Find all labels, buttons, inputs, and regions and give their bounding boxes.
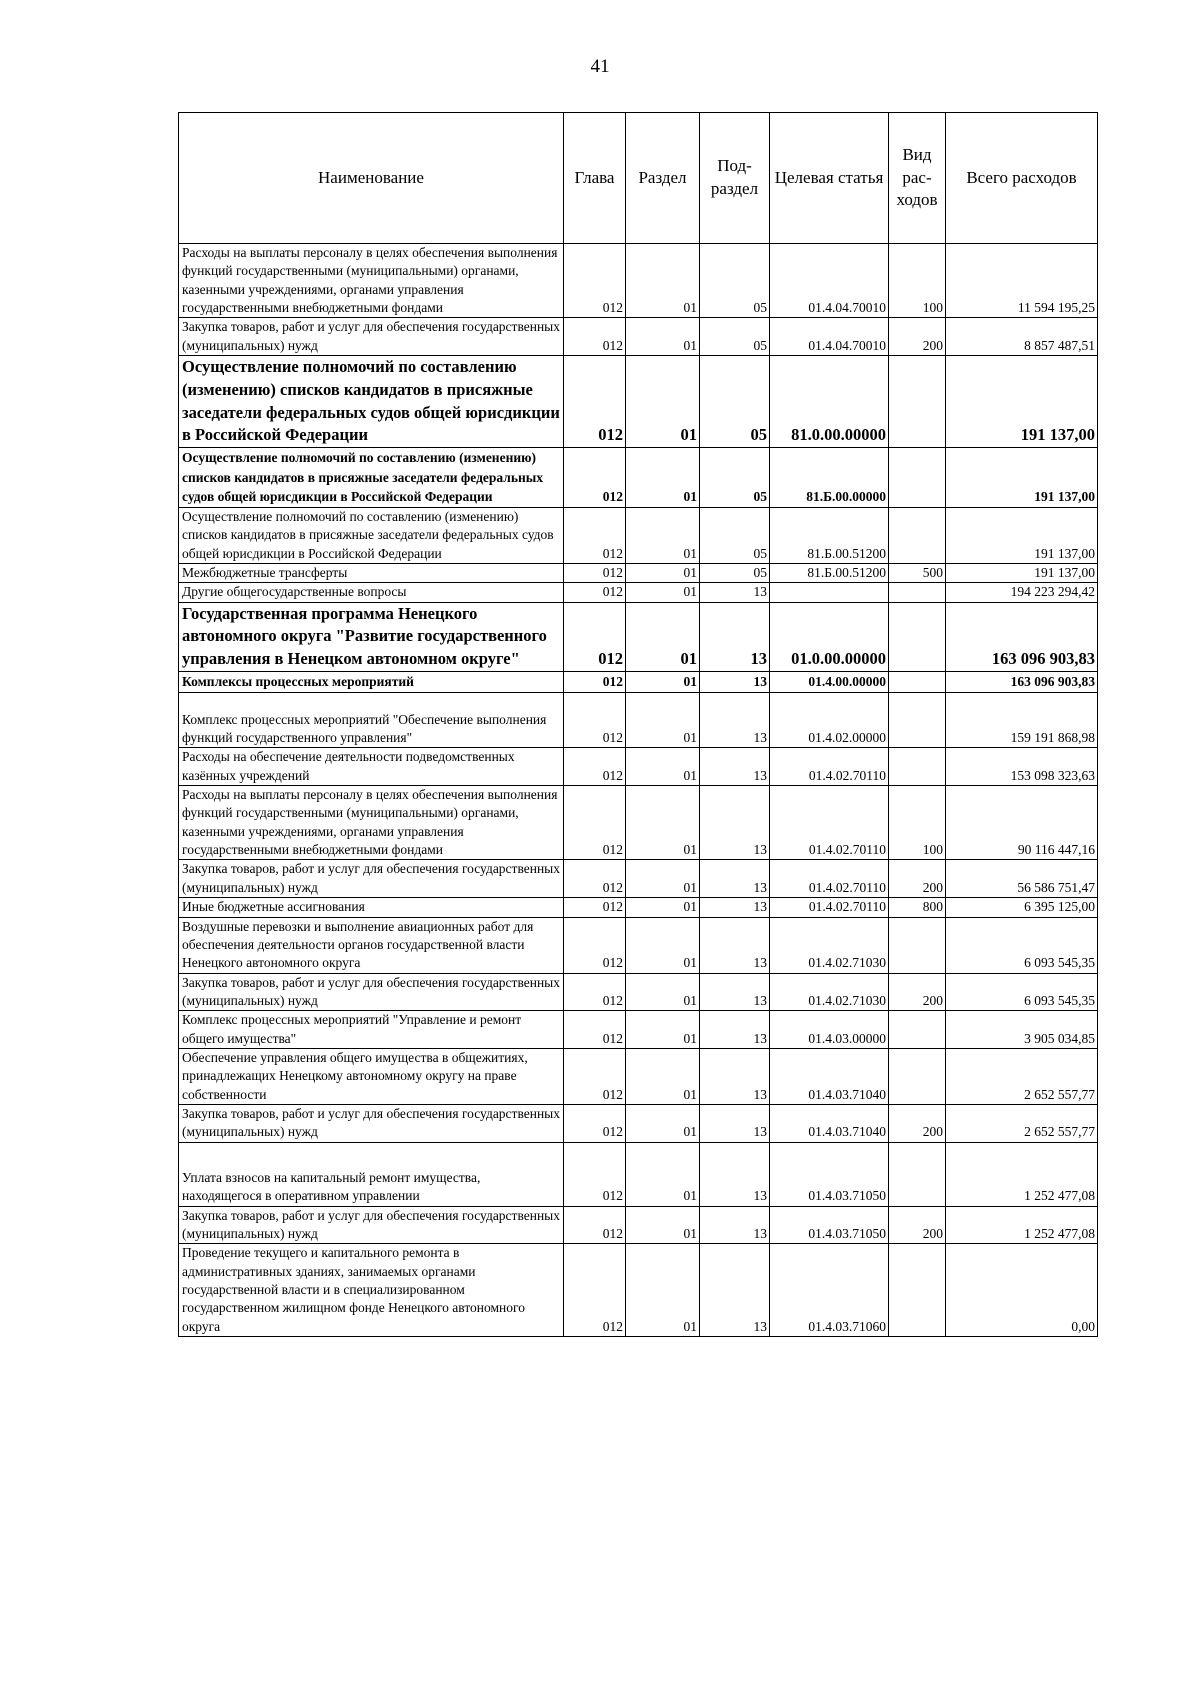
- cell-razdel: 01: [626, 448, 700, 508]
- cell-glava: 012: [564, 1049, 626, 1105]
- cell-tselevaya: 01.4.03.71040: [770, 1105, 889, 1143]
- cell-glava: 012: [564, 748, 626, 786]
- cell-total: 6 395 125,00: [946, 898, 1098, 917]
- cell-glava: 012: [564, 602, 626, 671]
- spacer: [182, 693, 561, 711]
- cell-podrazdel: 13: [700, 583, 770, 602]
- cell-razdel: 01: [626, 692, 700, 748]
- cell-glava: 012: [564, 507, 626, 563]
- cell-podrazdel: 13: [700, 973, 770, 1011]
- header-total: Всего расходов: [946, 113, 1098, 244]
- cell-glava: 012: [564, 786, 626, 860]
- cell-tselevaya: 01.4.02.00000: [770, 692, 889, 748]
- header-vid: Вид рас-ходов: [889, 113, 946, 244]
- cell-tselevaya: 01.4.04.70010: [770, 318, 889, 356]
- cell-vid: [889, 692, 946, 748]
- cell-tselevaya: 01.4.03.71050: [770, 1142, 889, 1206]
- cell-name: Закупка товаров, работ и услуг для обеспечения государственных (муниципальных) нужд: [179, 1105, 564, 1143]
- cell-vid: 200: [889, 973, 946, 1011]
- cell-podrazdel: 13: [700, 1011, 770, 1049]
- cell-vid: [889, 748, 946, 786]
- cell-glava: 012: [564, 1142, 626, 1206]
- cell-vid: 200: [889, 1105, 946, 1143]
- cell-name: [179, 692, 564, 748]
- cell-razdel: 01: [626, 672, 700, 693]
- cell-glava: 012: [564, 917, 626, 973]
- cell-name: Другие общегосударственные вопросы: [179, 583, 564, 602]
- cell-podrazdel: 13: [700, 917, 770, 973]
- budget-table: [178, 112, 1098, 1337]
- cell-total: 0,00: [946, 1244, 1098, 1337]
- table-row: [179, 563, 1098, 582]
- cell-glava: 012: [564, 448, 626, 508]
- cell-glava: 012: [564, 692, 626, 748]
- cell-podrazdel: 13: [700, 786, 770, 860]
- table-row: [179, 860, 1098, 898]
- cell-total: 6 093 545,35: [946, 917, 1098, 973]
- cell-name: Закупка товаров, работ и услуг для обеспечения государственных (муниципальных) нужд: [179, 1206, 564, 1244]
- cell-total: 2 652 557,77: [946, 1049, 1098, 1105]
- cell-razdel: 01: [626, 1011, 700, 1049]
- cell-podrazdel: 13: [700, 1142, 770, 1206]
- cell-name: [179, 1142, 564, 1206]
- cell-tselevaya: 81.0.00.00000: [770, 356, 889, 448]
- cell-tselevaya: 01.4.04.70010: [770, 244, 889, 318]
- header-tselevaya: Целевая статья: [770, 113, 889, 244]
- cell-razdel: 01: [626, 1105, 700, 1143]
- cell-name: Межбюджетные трансферты: [179, 563, 564, 582]
- cell-glava: 012: [564, 318, 626, 356]
- cell-vid: 500: [889, 563, 946, 582]
- cell-total: 163 096 903,83: [946, 602, 1098, 671]
- cell-glava: 012: [564, 356, 626, 448]
- cell-total: 6 093 545,35: [946, 973, 1098, 1011]
- cell-glava: 012: [564, 973, 626, 1011]
- header-razdel: Раздел: [626, 113, 700, 244]
- cell-tselevaya: 01.4.02.70110: [770, 860, 889, 898]
- cell-podrazdel: 13: [700, 672, 770, 693]
- cell-podrazdel: 13: [700, 1206, 770, 1244]
- cell-name: Осуществление полномочий по составлению (изменению) списков кандидатов в присяжные заседатели федеральных судов общей юрисдикции в Российской Федерации: [179, 507, 564, 563]
- table-row: [179, 1049, 1098, 1105]
- cell-vid: [889, 1244, 946, 1337]
- cell-tselevaya: 01.4.02.70110: [770, 748, 889, 786]
- cell-glava: 012: [564, 1206, 626, 1244]
- cell-razdel: 01: [626, 973, 700, 1011]
- cell-podrazdel: 13: [700, 1105, 770, 1143]
- cell-name: Закупка товаров, работ и услуг для обеспечения государственных (муниципальных) нужд: [179, 860, 564, 898]
- cell-vid: [889, 917, 946, 973]
- cell-razdel: 01: [626, 1244, 700, 1337]
- cell-razdel: 01: [626, 507, 700, 563]
- cell-name: Обеспечение управления общего имущества в общежитиях, принадлежащих Ненецкому автономному округу на праве собственности: [179, 1049, 564, 1105]
- table-row: [179, 1142, 1098, 1206]
- cell-total: 56 586 751,47: [946, 860, 1098, 898]
- cell-vid: [889, 448, 946, 508]
- cell-glava: 012: [564, 244, 626, 318]
- table-header-row: [179, 113, 1098, 244]
- cell-razdel: 01: [626, 748, 700, 786]
- cell-razdel: 01: [626, 1206, 700, 1244]
- table-row: [179, 917, 1098, 973]
- table-row-bold: [179, 356, 1098, 448]
- cell-razdel: 01: [626, 898, 700, 917]
- cell-total: 1 252 477,08: [946, 1142, 1098, 1206]
- cell-razdel: 01: [626, 1142, 700, 1206]
- cell-razdel: 01: [626, 786, 700, 860]
- cell-name: Закупка товаров, работ и услуг для обеспечения государственных (муниципальных) нужд: [179, 318, 564, 356]
- cell-podrazdel: 13: [700, 898, 770, 917]
- cell-razdel: 01: [626, 563, 700, 582]
- cell-vid: 800: [889, 898, 946, 917]
- cell-glava: 012: [564, 672, 626, 693]
- cell-tselevaya: 01.4.03.71050: [770, 1206, 889, 1244]
- cell-total: 153 098 323,63: [946, 748, 1098, 786]
- cell-tselevaya: 01.4.03.71040: [770, 1049, 889, 1105]
- cell-tselevaya: 01.4.03.71060: [770, 1244, 889, 1337]
- cell-razdel: 01: [626, 318, 700, 356]
- cell-glava: 012: [564, 1011, 626, 1049]
- cell-podrazdel: 05: [700, 356, 770, 448]
- header-podrazdel: Под-раздел: [700, 113, 770, 244]
- cell-razdel: 01: [626, 356, 700, 448]
- table-row: [179, 583, 1098, 602]
- cell-vid: [889, 1142, 946, 1206]
- table-row: [179, 692, 1098, 748]
- cell-glava: 012: [564, 860, 626, 898]
- cell-name: Государственная программа Ненецкого автономного округа "Развитие государственного управления в Ненецком автономном округе": [179, 602, 564, 671]
- cell-vid: 100: [889, 786, 946, 860]
- cell-podrazdel: 13: [700, 1049, 770, 1105]
- cell-glava: 012: [564, 563, 626, 582]
- cell-name-text: Комплекс процессных мероприятий "Обеспечение выполнения функций государственного управления": [182, 711, 547, 745]
- table-row: [179, 898, 1098, 917]
- cell-tselevaya: 01.4.02.71030: [770, 973, 889, 1011]
- table-row: [179, 1011, 1098, 1049]
- table-row: [179, 318, 1098, 356]
- cell-total: 159 191 868,98: [946, 692, 1098, 748]
- table-row-bold: [179, 672, 1098, 693]
- cell-glava: 012: [564, 1105, 626, 1143]
- cell-tselevaya: 01.0.00.00000: [770, 602, 889, 671]
- cell-vid: 200: [889, 860, 946, 898]
- cell-vid: [889, 602, 946, 671]
- cell-tselevaya: 81.Б.00.00000: [770, 448, 889, 508]
- header-glava: Глава: [564, 113, 626, 244]
- cell-vid: [889, 1011, 946, 1049]
- cell-total: 2 652 557,77: [946, 1105, 1098, 1143]
- cell-total: 191 137,00: [946, 507, 1098, 563]
- cell-total: 1 252 477,08: [946, 1206, 1098, 1244]
- cell-razdel: 01: [626, 602, 700, 671]
- cell-razdel: 01: [626, 1049, 700, 1105]
- cell-name: Проведение текущего и капитального ремонта в административных зданиях, занимаемых органами государственной власти и в специализированном государственном жилищном фонде Ненецкого автономного округа: [179, 1244, 564, 1337]
- cell-name: Комплексы процессных мероприятий: [179, 672, 564, 693]
- cell-podrazdel: 05: [700, 244, 770, 318]
- page-number: 41: [590, 56, 610, 77]
- cell-name: Расходы на выплаты персоналу в целях обеспечения выполнения функций государственными (муниципальными) органами, казенными учреждениями, органами управления государственными внебюджетными фондами: [179, 244, 564, 318]
- table-row: [179, 1105, 1098, 1143]
- cell-podrazdel: 05: [700, 563, 770, 582]
- cell-total: 163 096 903,83: [946, 672, 1098, 693]
- cell-vid: [889, 672, 946, 693]
- cell-razdel: 01: [626, 583, 700, 602]
- header-name: Наименование: [179, 113, 564, 244]
- cell-name: Расходы на выплаты персоналу в целях обеспечения выполнения функций государственными (муниципальными) органами, казенными учреждениями, органами управления государственными внебюджетными фондами: [179, 786, 564, 860]
- table-row-bold: [179, 448, 1098, 508]
- cell-total: 191 137,00: [946, 356, 1098, 448]
- cell-total: 8 857 487,51: [946, 318, 1098, 356]
- cell-vid: 200: [889, 1206, 946, 1244]
- cell-name: Комплекс процессных мероприятий "Управление и ремонт общего имущества": [179, 1011, 564, 1049]
- cell-tselevaya: 01.4.00.00000: [770, 672, 889, 693]
- cell-podrazdel: 05: [700, 318, 770, 356]
- cell-podrazdel: 13: [700, 692, 770, 748]
- cell-podrazdel: 13: [700, 748, 770, 786]
- cell-total: 191 137,00: [946, 563, 1098, 582]
- cell-podrazdel: 13: [700, 602, 770, 671]
- table-row-bold: [179, 602, 1098, 671]
- cell-podrazdel: 05: [700, 448, 770, 508]
- cell-name: Осуществление полномочий по составлению (изменению) списков кандидатов в присяжные заседатели федеральных судов общей юрисдикции в Российской Федерации: [179, 356, 564, 448]
- cell-tselevaya: 01.4.02.70110: [770, 898, 889, 917]
- table-row: [179, 507, 1098, 563]
- table-row: [179, 1206, 1098, 1244]
- cell-vid: [889, 356, 946, 448]
- cell-tselevaya: [770, 583, 889, 602]
- cell-tselevaya: 81.Б.00.51200: [770, 563, 889, 582]
- cell-glava: 012: [564, 583, 626, 602]
- cell-name: Закупка товаров, работ и услуг для обеспечения государственных (муниципальных) нужд: [179, 973, 564, 1011]
- table-row: [179, 244, 1098, 318]
- cell-name: Воздушные перевозки и выполнение авиационных работ для обеспечения деятельности органов государственной власти Ненецкого автономного округа: [179, 917, 564, 973]
- table-row: [179, 748, 1098, 786]
- cell-podrazdel: 13: [700, 860, 770, 898]
- cell-podrazdel: 13: [700, 1244, 770, 1337]
- cell-vid: [889, 507, 946, 563]
- cell-vid: 100: [889, 244, 946, 318]
- cell-razdel: 01: [626, 917, 700, 973]
- cell-vid: [889, 583, 946, 602]
- cell-name: Иные бюджетные ассигнования: [179, 898, 564, 917]
- cell-name-text: Уплата взносов на капитальный ремонт имущества, находящегося в оперативном управлении: [182, 1169, 481, 1204]
- cell-total: 11 594 195,25: [946, 244, 1098, 318]
- cell-total: 194 223 294,42: [946, 583, 1098, 602]
- cell-vid: 200: [889, 318, 946, 356]
- cell-name: Расходы на обеспечение деятельности подведомственных казённых учреждений: [179, 748, 564, 786]
- cell-vid: [889, 1049, 946, 1105]
- cell-tselevaya: 01.4.02.71030: [770, 917, 889, 973]
- cell-total: 191 137,00: [946, 448, 1098, 508]
- cell-total: 3 905 034,85: [946, 1011, 1098, 1049]
- cell-name: Осуществление полномочий по составлению (изменению) списков кандидатов в присяжные заседатели федеральных судов общей юрисдикции в Российской Федерации: [179, 448, 564, 508]
- cell-tselevaya: 01.4.03.00000: [770, 1011, 889, 1049]
- table-row: [179, 786, 1098, 860]
- cell-razdel: 01: [626, 244, 700, 318]
- table-row: [179, 973, 1098, 1011]
- cell-tselevaya: 01.4.02.70110: [770, 786, 889, 860]
- table-row: [179, 1244, 1098, 1337]
- spacer: [182, 1143, 561, 1169]
- cell-total: 90 116 447,16: [946, 786, 1098, 860]
- cell-podrazdel: 05: [700, 507, 770, 563]
- cell-glava: 012: [564, 1244, 626, 1337]
- cell-tselevaya: 81.Б.00.51200: [770, 507, 889, 563]
- cell-glava: 012: [564, 898, 626, 917]
- cell-razdel: 01: [626, 860, 700, 898]
